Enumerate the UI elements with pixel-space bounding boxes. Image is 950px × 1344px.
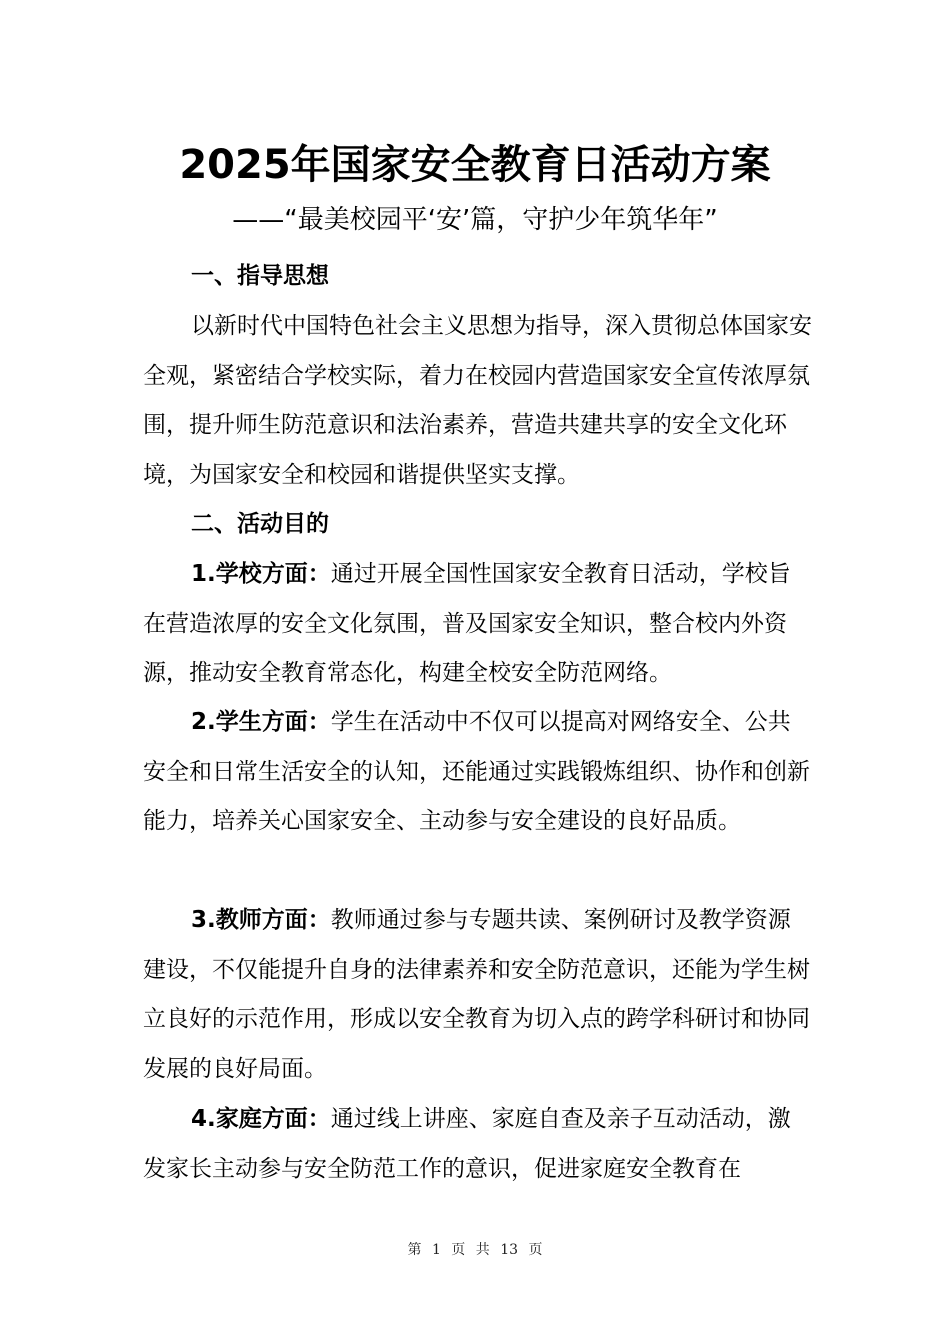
section-heading-guiding-ideology: 一、指导思想 bbox=[191, 263, 329, 289]
guiding-ideology-paragraph: 以新时代中国特色社会主义思想为指导，深入贯彻总体国家安全观，紧密结合学校实际，着力在校园内营造国家安全宣传浓厚氛围，提升师生防范意识和法治素养，营造共建共享的安全文化环境，为国家安全和校园和谐提供坚实支撑。 bbox=[143, 313, 812, 488]
purpose-item-teachers bbox=[143, 896, 813, 1094]
purpose-item-lead: 4.家庭方面： bbox=[191, 1106, 331, 1132]
purpose-item-text: 学生在活动中不仅可以提高对网络安全、公共安全和日常生活安全的认知，还能通过实践锻炼组织、协作和创新能力，培养关心国家安全、主动参与安全建设的良好品质。 bbox=[143, 709, 810, 834]
document-title: 2025年国家安全教育日活动方案 bbox=[179, 142, 771, 188]
document-subtitle: ——“最美校园平‘安’篇，守护少年筑华年” bbox=[232, 205, 718, 235]
purpose-item-text: 教师通过参与专题共读、案例研讨及教学资源建设，不仅能提升自身的法律素养和安全防范意识，还能为学生树立良好的示范作用，形成以安全教育为切入点的跨学科研讨和协同发展的良好局面。 bbox=[143, 907, 810, 1082]
purpose-item-family bbox=[143, 1095, 813, 1194]
purpose-item-text: 通过开展全国性国家安全教育日活动，学校旨在营造浓厚的安全文化氛围，普及国家安全知识，整合校内外资源，推动安全教育常态化，构建全校安全防范网络。 bbox=[143, 561, 791, 686]
purpose-item-students bbox=[143, 698, 813, 847]
purpose-item-text: 通过线上讲座、家庭自查及亲子互动活动，激发家长主动参与安全防范工作的意识，促进家庭安全教育在 bbox=[143, 1106, 791, 1182]
purpose-item-school bbox=[143, 550, 813, 699]
purpose-item-lead: 2.学生方面： bbox=[191, 709, 331, 735]
purpose-item-lead: 1.学校方面： bbox=[191, 561, 331, 587]
purpose-item-lead: 3.教师方面： bbox=[191, 907, 331, 933]
page-number-footer: 第 1 页 共 13 页 bbox=[407, 1242, 543, 1258]
section-heading-activity-purpose: 二、活动目的 bbox=[191, 511, 329, 537]
